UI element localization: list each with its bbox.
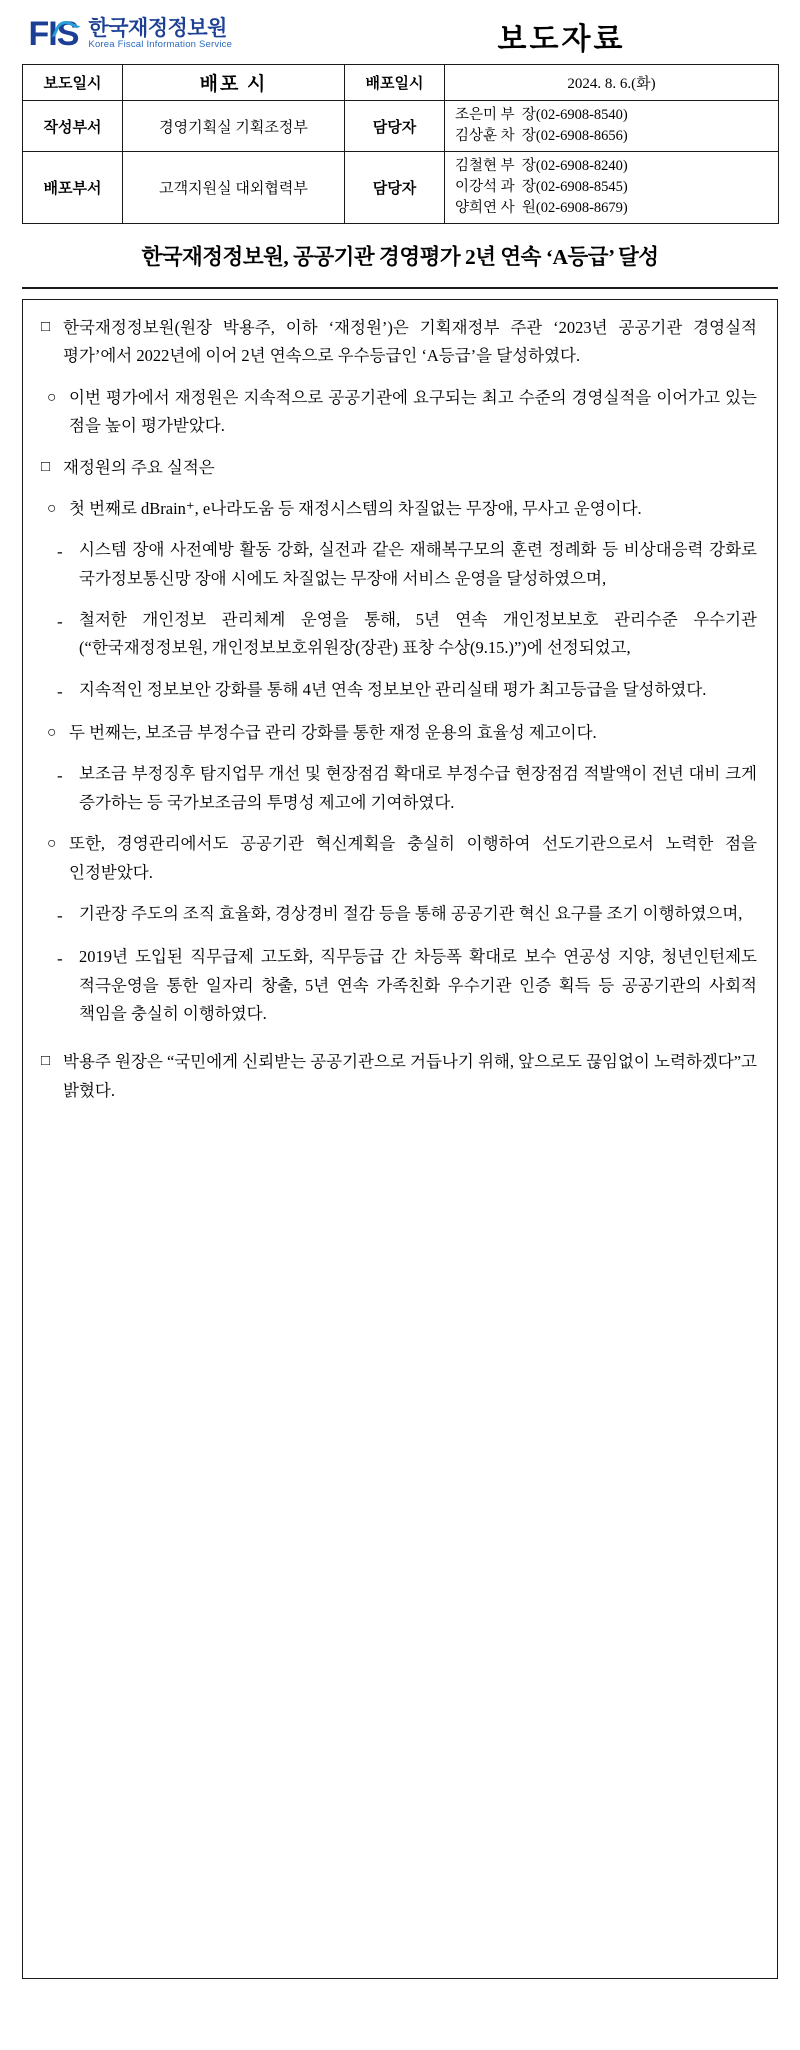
header-logo-row	[23, 10, 779, 65]
paragraph	[41, 830, 757, 887]
paragraph	[41, 606, 757, 663]
paragraph-text: 첫 번째로 dBrain⁺, e나라도움 등 재정시스템의 차질없는 무장애, 무사고 운영이다.	[69, 498, 642, 518]
contact-line: 김철현 부 장(02-6908-8240)	[455, 158, 628, 175]
document-type-title: 보도자료	[497, 23, 626, 56]
paragraph-text: 박용주 원장은 “국민에게 신뢰받는 공공기관으로 거듭나기 위해, 앞으로도 끊임없이 노력하겠다”고 밝혔다.	[63, 1052, 757, 1100]
paragraph	[41, 676, 757, 706]
organization-logo	[23, 10, 345, 65]
label-author-contact: 담당자	[345, 101, 445, 152]
paragraph-text: 기관장 주도의 조직 효율화, 경상경비 절감 등을 통해 공공기관 혁신 요구를 조기 이행하였으며,	[79, 903, 743, 923]
bullet-marker: ○	[47, 724, 57, 742]
label-release-datetime: 보도일시	[23, 65, 123, 101]
header-row-author-dept	[23, 101, 779, 152]
bullet-marker: ○	[47, 388, 57, 406]
paragraph	[41, 760, 757, 817]
organization-name-en: Korea Fiscal Information Service	[88, 39, 233, 51]
fis-logo-text: FIS	[28, 15, 79, 53]
paragraph	[41, 900, 757, 930]
headline-divider	[22, 287, 778, 289]
paragraph	[41, 314, 757, 371]
paragraph-text: 이번 평가에서 재정원은 지속적으로 공공기관에 요구되는 최고 수준의 경영실적을 이어가고 있는 점을 높이 평가받았다.	[69, 387, 757, 436]
paragraph-text: 한국재정정보원(원장 박용주, 이하 ‘재정원’)은 기획재정부 주관 ‘2023년 공공기관 경영실적 평가’에서 2022년에 이어 2년 연속으로 우수등급인 ‘A등급’을 달성하였다.	[63, 318, 757, 366]
distribution-contact-list	[445, 152, 779, 224]
paragraph	[41, 454, 757, 482]
label-distribution-date: 배포일시	[345, 65, 445, 101]
paragraph	[41, 536, 757, 593]
bullet-marker: -	[57, 905, 63, 925]
label-distribution-department: 배포부서	[23, 152, 123, 224]
contact-line: 이강석 과 장(02-6908-8545)	[455, 179, 628, 196]
paragraph	[41, 384, 757, 441]
value-distribution-department: 고객지원실 대외협력부	[123, 152, 345, 224]
bullet-marker: -	[57, 542, 63, 562]
value-author-department: 경영기획실 기획조정부	[123, 101, 345, 152]
label-author-department: 작성부서	[23, 101, 123, 152]
paragraph	[41, 495, 757, 523]
bullet-marker: -	[57, 949, 63, 969]
value-release-datetime: 배포 시	[123, 65, 345, 101]
paragraph-text: 철저한 개인정보 관리체계 운영을 통해, 5년 연속 개인정보보호 관리수준 우수기관 (“한국재정정보원, 개인정보보호위원장(장관) 표창 수상(9.15.)”)에 선정되었고,	[79, 610, 757, 658]
header-row-distribution-dept	[23, 152, 779, 224]
fis-logo-mark	[29, 17, 81, 51]
paragraph-text: 또한, 경영관리에서도 공공기관 혁신계획을 충실히 이행하여 선도기관으로서 노력한 점을 인정받았다.	[69, 834, 757, 882]
paragraph	[41, 943, 757, 1028]
value-distribution-date: 2024. 8. 6.(화)	[445, 65, 779, 101]
contact-line: 조은미 부 장(02-6908-8540)	[455, 107, 628, 123]
header-table	[22, 10, 779, 224]
header-row-date	[23, 65, 779, 101]
author-contact-list	[445, 101, 779, 152]
paragraph-text: 2019년 도입된 직무급제 고도화, 직무등급 간 차등폭 확대로 보수 연공성 지양, 청년인턴제도 적극운영을 통한 일자리 창출, 5년 연속 가족친화 우수기관 인증 획득 등 공공기관의 사회적 책임을 충실히 이행하였다.	[79, 947, 757, 1023]
paragraph-text: 지속적인 정보보안 강화를 통해 4년 연속 정보보안 관리실태 평가 최고등급을 달성하였다.	[79, 679, 707, 699]
bullet-marker: -	[57, 681, 63, 701]
bullet-marker: □	[41, 319, 51, 336]
paragraph-text: 시스템 장애 사전예방 활동 강화, 실전과 같은 재해복구모의 훈련 정례화 등 비상대응력 강화로 국가정보통신망 장애 시에도 차질없는 무장애 서비스 운영을 달성하였으며,	[79, 540, 757, 588]
label-distribution-contact: 담당자	[345, 152, 445, 224]
paragraph	[41, 719, 757, 747]
bullet-marker: -	[57, 766, 63, 786]
paragraph-text: 보조금 부정징후 탐지업무 개선 및 현장점검 확대로 부정수급 현장점검 적발액이 전년 대비 크게 증가하는 등 국가보조금의 투명성 제고에 기여하였다.	[79, 764, 757, 812]
bullet-marker: □	[41, 458, 51, 475]
paragraph	[41, 1048, 757, 1105]
paragraph-text: 재정원의 주요 실적은	[63, 457, 215, 477]
page-title: 한국재정정보원, 공공기관 경영평가 2년 연속 ‘A등급’ 달성	[141, 245, 659, 270]
bullet-marker: □	[41, 1053, 51, 1070]
body-content	[22, 299, 778, 1979]
bullet-marker: -	[57, 612, 63, 632]
contact-line: 김상훈 차 장(02-6908-8656)	[455, 128, 628, 145]
bullet-marker: ○	[47, 835, 57, 853]
paragraph-text: 두 번째는, 보조금 부정수급 관리 강화를 통한 재정 운용의 효율성 제고이다.	[69, 723, 597, 743]
bullet-marker: ○	[47, 499, 57, 517]
organization-name-ko: 한국재정정보원	[88, 17, 227, 41]
contact-line: 양희연 사 원(02-6908-8679)	[455, 200, 628, 217]
